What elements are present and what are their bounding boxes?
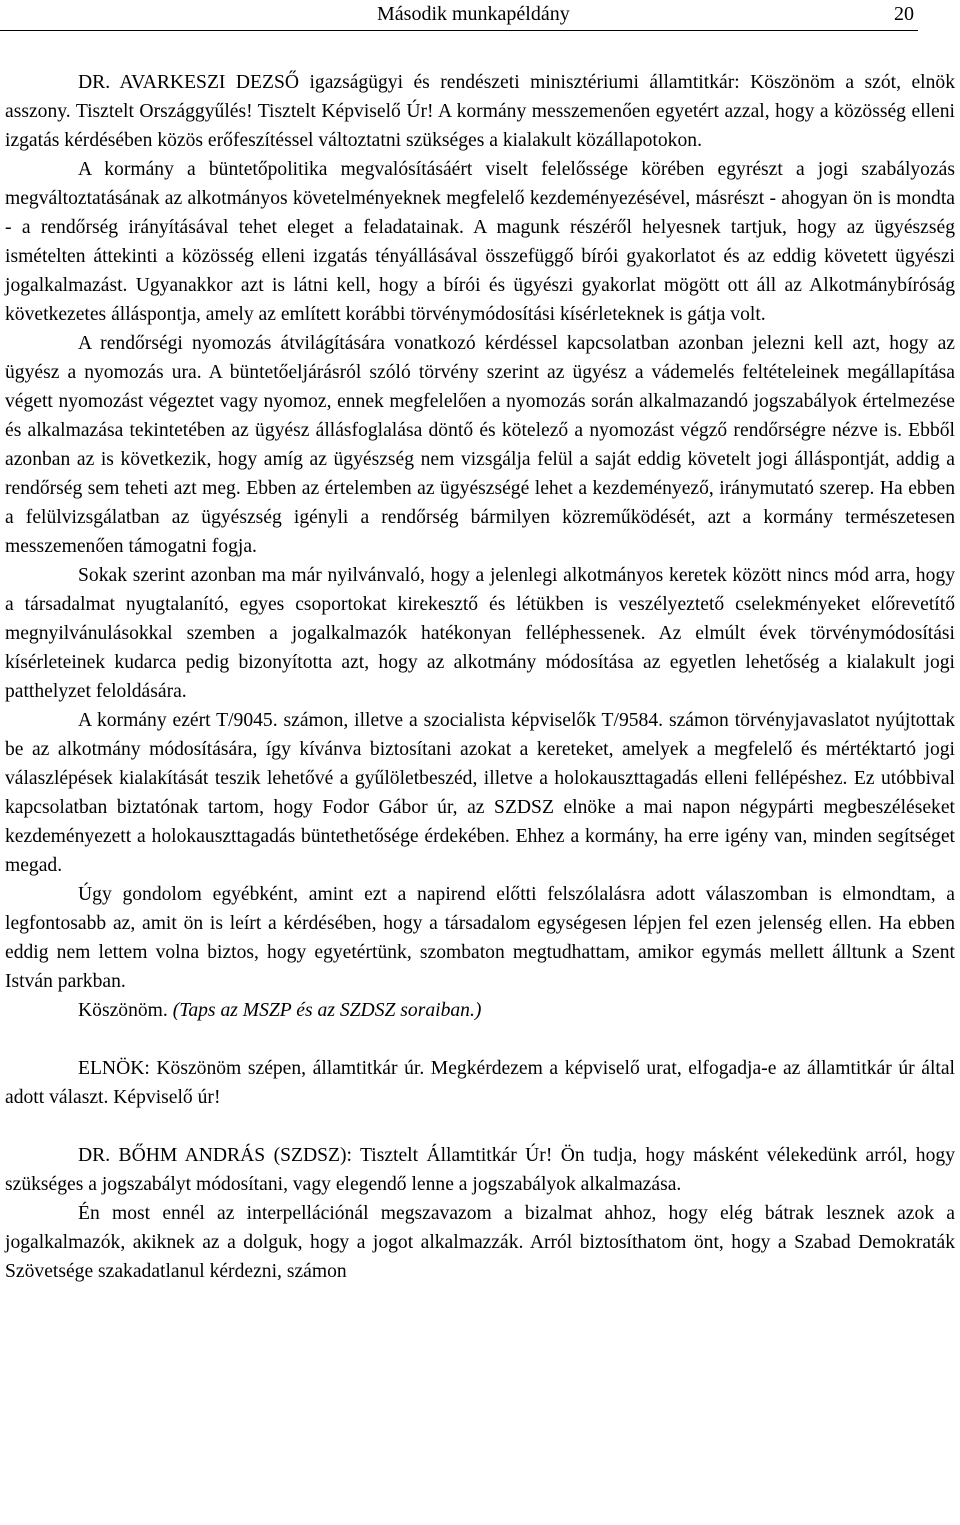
speech-avarkeszi-p5: A kormány ezért T/9045. számon, illetve a szocialista képviselők T/9584. számon törvényjavaslatot nyújtottak be az alkotmány módosítására, így kívánva biztosítani azokat a kereteket, amelyek a megfelelő és mértéktartó jogi válaszlépések kialakítását teszik lehetővé a gyűlöletbeszéd, illetve a holokauszttagadás elleni fellépéshez. Ez utóbbival kapcsolatban biztatónak tartom, hogy Fodor Gábor úr, az SZDSZ elnöke a mai napon négypárti megbeszéléseket kezdeményezett a holokauszttagadás büntethetősége érdekében. Ehhez a kormány, ha erre igény van, minden segítséget megad. xyxy=(5,710,955,876)
applause-note: (Taps az MSZP és az SZDSZ soraiban.) xyxy=(172,1000,482,1021)
speech-avarkeszi-p2: A kormány a büntetőpolitika megvalósításáért viselt felelőssége körében egyrészt a jogi szabályozás megváltoztatásának az alkotmányos követelményeknek megfelelő kezdeményezésével, másrészt - ahogyan ön is mondta - a rendőrség irányításával tehet eleget a feladatainak. A magunk részéről helyesnek tartjuk, hogy az ügyészség ismételten áttekinti a közösség elleni izgatás tényállásával összefüggő bírói gyakorlatot és az eddig követett ügyészi jogalkalmazást. Ugyanakkor azt is látni kell, hogy a bírói és ügyészi gyakorlat mögött ott áll az Alkotmánybíróság következetes álláspontja, amely az említett korábbi törvénymódosítási kísérleteknek is gátja volt. xyxy=(5,159,955,325)
speech-avarkeszi-p3: A rendőrségi nyomozás átvilágítására vonatkozó kérdéssel kapcsolatban azonban jelezni kell azt, hogy az ügyész a nyomozás ura. A büntetőeljárásról szóló törvény szerint az ügyész a vádemelés feltételeinek megállapítása végett nyomozást végeztet vagy nyomoz, ennek megfelelően a nyomozás során alkalmazandó jogszabályok értelmezése és alkalmazása tekintetében az ügyész állásfoglalása döntő és kötelező a nyomozást végző rendőrségre nézve is. Ebből azonban az is következik, hogy amíg az ügyészség nem vizsgálja felül a saját eddig követelt jogi álláspontját, addig a rendőrség sem teheti azt meg. Ebben az értelemben az ügyészségé lehet a kezdeményező, iránymutató szerep. Ha ebben a felülvizsgálatban az ügyészség igényli a rendőrség bármilyen közreműködését, azt a kormány természetesen messzemenően támogatni fogja. xyxy=(5,333,955,557)
transcript-body xyxy=(5,68,955,1286)
thanks-text: Köszönöm. xyxy=(78,1000,168,1021)
chair-statement: ELNÖK: Köszönöm szépen, államtitkár úr. Megkérdezem a képviselő urat, elfogadja-e az államtitkár úr által adott választ. Képviselő úr! xyxy=(5,1058,955,1108)
speech-closing xyxy=(5,996,955,1025)
speech-avarkeszi-p1: DR. AVARKESZI DEZSŐ igazságügyi és rendészeti minisztériumi államtitkár: Köszönöm a szót, elnök asszony. Tisztelt Országgyűlés! Tisztelt Képviselő Úr! A kormány messzemenően egyetért azzal, hogy a közösség elleni izgatás kérdésében közös erőfeszítéssel változtatni szükséges a kialakult közállapotokon. xyxy=(5,72,955,151)
speech-avarkeszi-p4: Sokak szerint azonban ma már nyilvánvaló, hogy a jelenlegi alkotmányos keretek között nincs mód arra, hogy a társadalmat nyugtalanító, egyes csoportokat kirekesztő és létükben is veszélyeztető cselekményeket előrevetítő megnyilvánulásokkal szemben a jogalkalmazók hatékonyan felléphessenek. Az elmúlt évek törvénymódosítási kísérleteinek kudarca pedig bizonyította azt, hogy az alkotmány módosítása az egyetlen lehetőség a kialakult jogi patthelyzet feloldására. xyxy=(5,565,955,702)
speech-avarkeszi-p6: Úgy gondolom egyébként, amint ezt a napirend előtti felszólalásra adott válaszomban is elmondtam, a legfontosabb az, amit ön is leírt a kérdésében, hogy a társadalom egységesen lépjen fel ezen jelenség ellen. Ha ebben eddig nem lettem volna biztos, hogy egyetértünk, szombaton megtudhattam, amikor egymás mellett álltunk a Szent István parkban. xyxy=(5,884,955,992)
running-header xyxy=(0,0,918,31)
speech-bohm-p1: DR. BŐHM ANDRÁS (SZDSZ): Tisztelt Államtitkár Úr! Ön tudja, hogy másként vélekedünk arról, hogy szükséges a jogszabályt módosítani, vagy elegendő lenne a jogszabályok alkalmazása. xyxy=(5,1145,955,1195)
speech-bohm-p2: Én most ennél az interpellációnál megszavazom a bizalmat ahhoz, hogy elég bátrak lesznek azok a jogalkalmazók, akiknek az a dolguk, hogy a jogot alkalmazzák. Arról biztosíthatom önt, hogy a Szabad Demokraták Szövetsége szakadatlanul kérdezni, számon xyxy=(5,1203,955,1282)
document-title: Második munkapéldány xyxy=(377,3,570,25)
page-number: 20 xyxy=(894,3,914,25)
